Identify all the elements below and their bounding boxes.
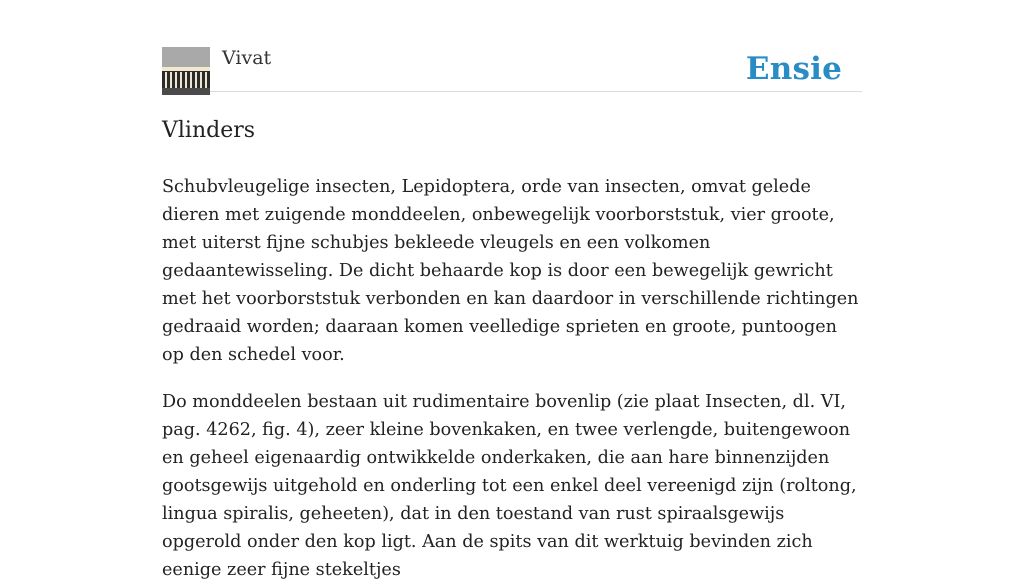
- article-title: Vlinders: [162, 118, 256, 143]
- brand-logo[interactable]: Ensie: [745, 51, 842, 87]
- article-column: [162, 0, 862, 584]
- author-avatar[interactable]: [162, 47, 210, 95]
- typewriter-keys-icon: [162, 47, 210, 95]
- paragraph: Schubvleugelige insecten, Lepidoptera, orde van insecten, omvat gelede dieren met zuigende monddeelen, onbewegelijk voorborststuk, vier groote, met uiterst fijne schubjes bekleede vleugels en een volkomen gedaantewisseling. De dicht behaarde kop is door een bewegelijk gewricht met het voorborststuk verbonden en kan daardoor in verschillende richtingen gedraaid worden; daaraan komen veelledige sprieten en groote, puntoogen op den schedel voor.: [162, 177, 859, 365]
- article-body: [162, 173, 862, 584]
- paragraph: Do monddeelen bestaan uit rudimentaire bovenlip (zie plaat Insecten, dl. VI, pag. 4262, fig. 4), zeer kleine bovenkaken, en twee verlengde, buitengewoon en geheel eigenaardig ontwikkelde onderkaken, die aan hare binnenzijden gootsgewijs uitgehold en onderling tot een enkel deel vereenigd zijn (roltong, lingua spiralis, geheeten), dat in den toestand van rust spiraalsgewijs opgerold onder den kop ligt. Aan de spits van dit werktuig bevinden zich eenige zeer fijne stekeltjes: [162, 392, 857, 580]
- header: [162, 0, 862, 92]
- author-name[interactable]: Vivat: [222, 47, 272, 69]
